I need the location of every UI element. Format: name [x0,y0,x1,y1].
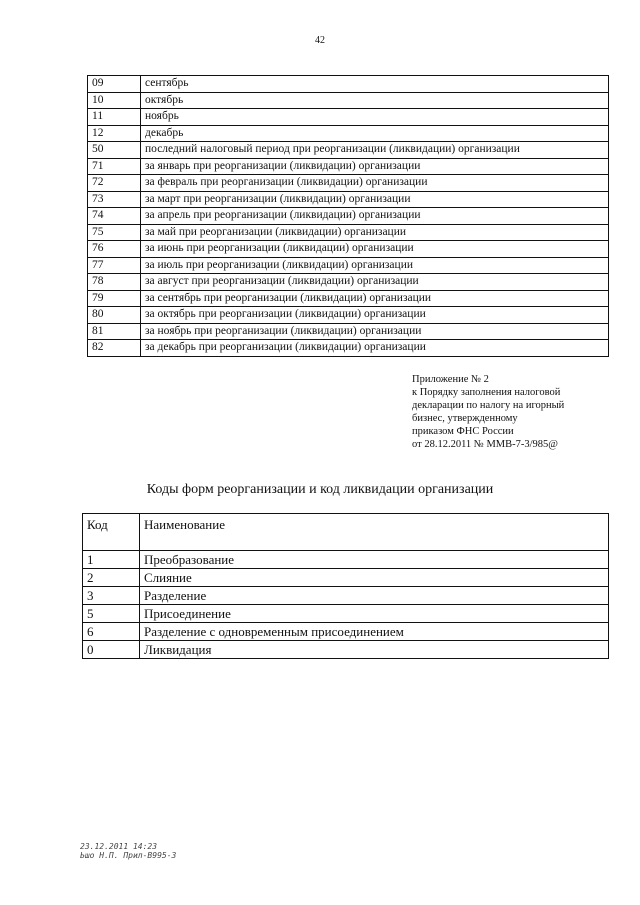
footer-line: 23.12.2011 14:23 [80,842,158,851]
table-row [83,587,609,605]
reorganization-forms-table [82,513,609,659]
footer-stamp [80,842,176,860]
row-code: 50 [88,142,141,159]
table-row [83,569,609,587]
row-name: за апрель при реорганизации (ликвидации) организации [141,208,609,225]
appendix-line: Приложение № 2 [412,374,489,385]
section-title: Коды форм реорганизации и код ликвидации организации [146,482,494,497]
page-number: 42 [315,35,325,46]
table-row [88,208,609,225]
row-name: Ликвидация [140,641,609,659]
table-row [88,109,609,126]
header-name: Наименование [140,514,609,551]
table-row [88,175,609,192]
row-code: 77 [88,257,141,274]
appendix-note [412,373,612,451]
table-row [88,76,609,93]
row-name: декабрь [141,125,609,142]
table-row [88,158,609,175]
row-name: за декабрь при реорганизации (ликвидации) организации [141,340,609,357]
row-name: Присоединение [140,605,609,623]
row-code: 11 [88,109,141,126]
row-code: 78 [88,274,141,291]
row-name: ноябрь [141,109,609,126]
row-code: 1 [83,551,140,569]
row-code: 75 [88,224,141,241]
row-name: Преобразование [140,551,609,569]
row-code: 6 [83,623,140,641]
row-name: октябрь [141,92,609,109]
row-name: за август при реорганизации (ликвидации) организации [141,274,609,291]
row-code: 82 [88,340,141,357]
table-row [88,224,609,241]
row-name: последний налоговый период при реорганизации (ликвидации) организации [141,142,609,159]
appendix-line: декларации по налогу на игорный [412,400,565,411]
row-name: за октябрь при реорганизации (ликвидации) организации [141,307,609,324]
table-row [88,191,609,208]
row-name: Разделение [140,587,609,605]
row-name: за май при реорганизации (ликвидации) организации [141,224,609,241]
row-code: 2 [83,569,140,587]
row-code: 0 [83,641,140,659]
row-code: 74 [88,208,141,225]
table-row [83,623,609,641]
footer-line: Ьшо Н.П. Прил-В995-3 [80,851,177,860]
table-header-row [83,514,609,551]
row-name: сентябрь [141,76,609,93]
row-code: 09 [88,76,141,93]
table-row [83,605,609,623]
row-code: 10 [88,92,141,109]
period-codes-table [87,75,609,357]
row-code: 71 [88,158,141,175]
appendix-line: от 28.12.2011 № ММВ-7-3/985@ [412,439,558,450]
table-row [88,257,609,274]
row-code: 79 [88,290,141,307]
row-code: 81 [88,323,141,340]
row-code: 76 [88,241,141,258]
row-name: за февраль при реорганизации (ликвидации) организации [141,175,609,192]
table-row [88,241,609,258]
row-code: 80 [88,307,141,324]
row-name: за ноябрь при реорганизации (ликвидации) организации [141,323,609,340]
header-code: Код [83,514,140,551]
row-name: за июнь при реорганизации (ликвидации) организации [141,241,609,258]
table-row [88,142,609,159]
table-row [88,274,609,291]
appendix-line: к Порядку заполнения налоговой [412,387,561,398]
row-name: Разделение с одновременным присоединением [140,623,609,641]
appendix-line: бизнес, утвержденному [412,413,518,424]
row-code: 12 [88,125,141,142]
table-row [83,551,609,569]
row-code: 3 [83,587,140,605]
table-row [88,92,609,109]
row-code: 5 [83,605,140,623]
row-name: за июль при реорганизации (ликвидации) организации [141,257,609,274]
table-row [88,290,609,307]
table-row [88,125,609,142]
table-row [88,340,609,357]
row-code: 72 [88,175,141,192]
row-name: за сентябрь при реорганизации (ликвидации) организации [141,290,609,307]
row-code: 73 [88,191,141,208]
appendix-line: приказом ФНС России [412,426,514,437]
table-row [88,307,609,324]
row-name: за март при реорганизации (ликвидации) организации [141,191,609,208]
row-name: Слияние [140,569,609,587]
table-row [83,641,609,659]
table-row [88,323,609,340]
row-name: за январь при реорганизации (ликвидации) организации [141,158,609,175]
